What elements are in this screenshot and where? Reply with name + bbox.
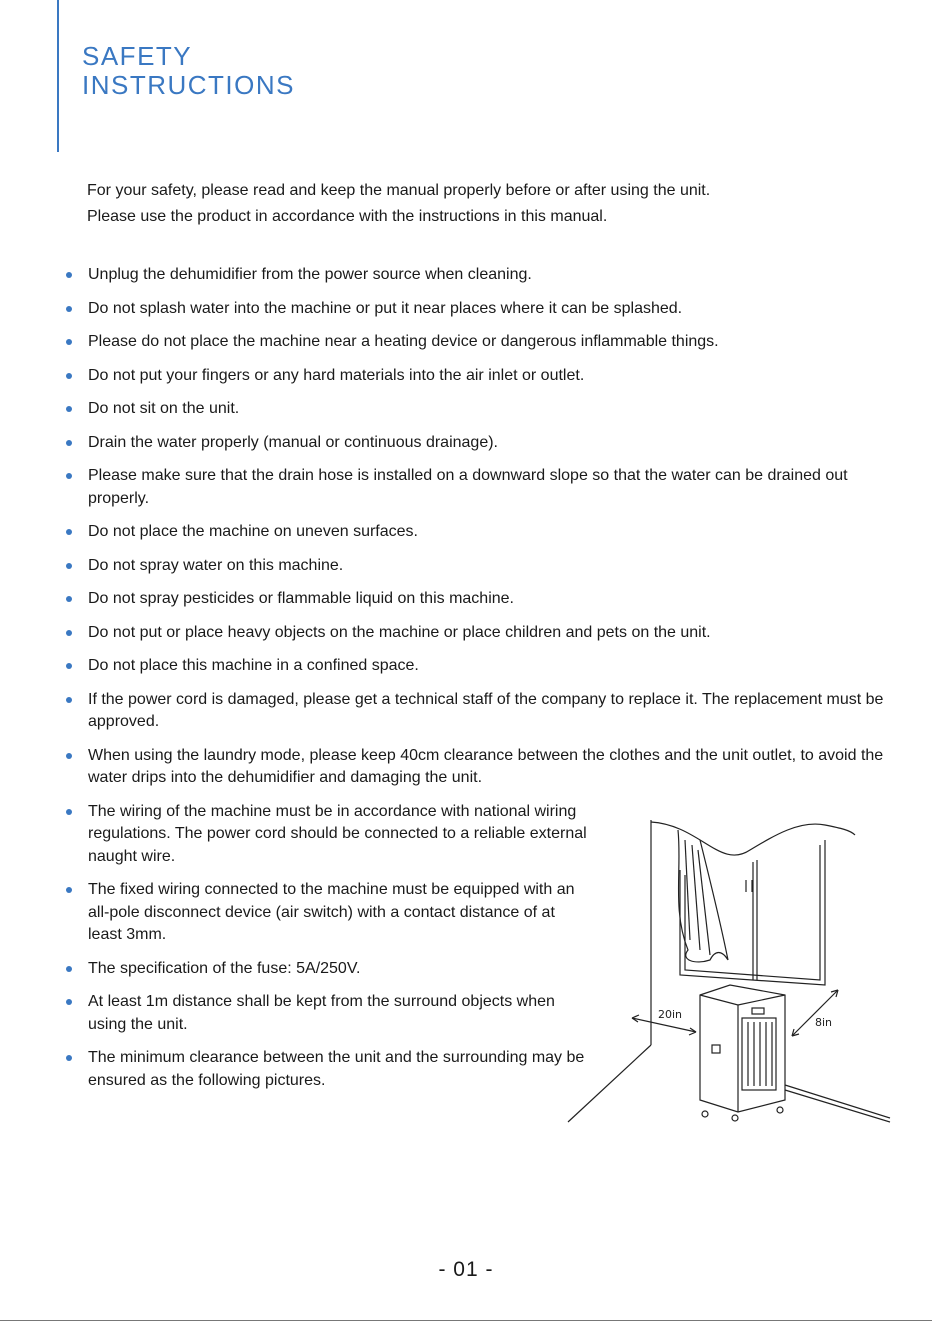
intro-text <box>87 178 710 230</box>
bullet-dot-icon <box>66 630 72 636</box>
bullet-dot-icon <box>66 809 72 815</box>
list-item-text: At least 1m distance shall be kept from the surround objects when using the unit. <box>88 993 555 1033</box>
list-item-text: Do not splash water into the machine or put it near places where it can be splashed. <box>88 299 683 317</box>
list-item-text: The wiring of the machine must be in accordance with national wiring regulations. The power cord should be connected to a reliable external naught wire. <box>88 802 587 865</box>
bullet-dot-icon <box>66 596 72 602</box>
list-item-text: When using the laundry mode, please keep 40cm clearance between the clothes and the unit outlet, to avoid the water drips into the dehumidifier and damaging the unit. <box>88 746 884 786</box>
bullet-dot-icon <box>66 697 72 703</box>
list-item-text: The specification of the fuse: 5A/250V. <box>88 959 361 977</box>
page-number: - 01 - <box>438 1258 494 1281</box>
list-item <box>66 398 896 421</box>
list-item <box>66 432 896 455</box>
list-item-text: Do not put your fingers or any hard materials into the air inlet or outlet. <box>88 366 585 384</box>
clearance-illustration <box>560 800 900 1140</box>
list-item-text: Do not put or place heavy objects on the machine or place children and pets on the unit. <box>88 623 711 641</box>
list-item <box>66 521 896 544</box>
list-item-text: Please do not place the machine near a heating device or dangerous inflammable things. <box>88 333 719 350</box>
page-title <box>82 42 295 100</box>
bullet-dot-icon <box>66 306 72 312</box>
list-item-text: Do not spray pesticides or flammable liquid on this machine. <box>88 590 514 607</box>
bullet-dot-icon <box>66 753 72 759</box>
list-item <box>66 264 896 287</box>
list-item <box>66 689 896 734</box>
bottom-divider <box>0 1320 932 1321</box>
bullet-dot-icon <box>66 373 72 379</box>
intro-line: Please use the product in accordance with the instructions in this manual. <box>87 208 608 225</box>
list-item-text: Please make sure that the drain hose is installed on a downward slope so that the water can be drained out properly. <box>88 467 848 507</box>
accent-rule <box>57 0 59 152</box>
title-line-2: INSTRUCTIONS <box>82 70 295 100</box>
bullet-dot-icon <box>66 663 72 669</box>
list-item-text: The minimum clearance between the unit and the surrounding may be ensured as the following pictures. <box>88 1049 585 1089</box>
list-item <box>66 745 896 790</box>
bullet-dot-icon <box>66 272 72 278</box>
clearance-label-left: 20in <box>658 1008 683 1021</box>
bullet-dot-icon <box>66 999 72 1005</box>
list-item-text: The fixed wiring connected to the machine must be equipped with an all-pole disconnect device (air switch) with a contact distance of at least 3mm. <box>88 881 575 943</box>
list-item-text: Do not place this machine in a confined space. <box>88 657 419 674</box>
list-item-text: Drain the water properly (manual or continuous drainage). <box>88 433 498 451</box>
bullet-dot-icon <box>66 563 72 569</box>
clearance-label-right: 8in <box>815 1016 833 1029</box>
bullet-dot-icon <box>66 339 72 345</box>
list-item <box>66 298 896 321</box>
list-item <box>66 801 588 869</box>
list-item-text: Do not spray water on this machine. <box>88 556 344 574</box>
list-item <box>66 365 896 388</box>
bullet-dot-icon <box>66 966 72 972</box>
list-item <box>66 879 588 947</box>
bullet-dot-icon <box>66 529 72 535</box>
list-item-text: Do not place the machine on uneven surfaces. <box>88 523 418 540</box>
bullet-dot-icon <box>66 473 72 479</box>
list-item <box>66 622 896 645</box>
list-item-text: If the power cord is damaged, please get a technical staff of the company to replace it. The replacement must be approved. <box>88 690 884 730</box>
list-item-text: Do not sit on the unit. <box>88 400 240 417</box>
list-item <box>66 588 896 611</box>
intro-line: For your safety, please read and keep the manual properly before or after using the unit. <box>87 182 711 199</box>
list-item-text: Unplug the dehumidifier from the power source when cleaning. <box>88 266 532 283</box>
list-item <box>66 465 896 510</box>
bullet-dot-icon <box>66 1055 72 1061</box>
bullet-dot-icon <box>66 406 72 412</box>
list-item <box>66 1047 588 1092</box>
list-item <box>66 991 588 1036</box>
list-item <box>66 958 588 981</box>
list-item <box>66 555 896 578</box>
title-line-1: SAFETY <box>82 41 193 71</box>
bullet-dot-icon <box>66 887 72 893</box>
list-item <box>66 331 896 354</box>
bullet-dot-icon <box>66 440 72 446</box>
list-item <box>66 655 896 678</box>
